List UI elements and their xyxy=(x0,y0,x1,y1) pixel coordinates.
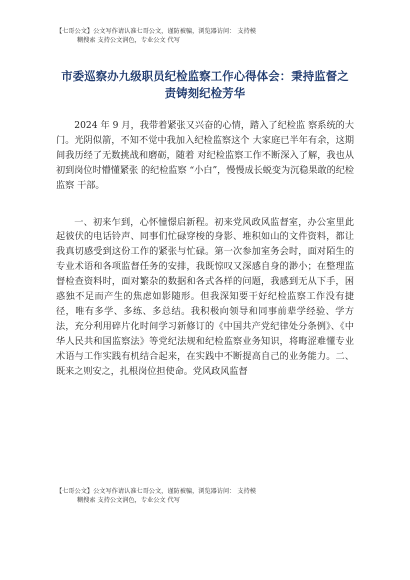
document-body xyxy=(56,119,354,380)
paragraph-intro: 2024 年 9 月，我带着紧张又兴奋的心情，踏入了纪检监 察系统的大门。光阴似箭，不知不觉中我加入纪检监察这个 大家庭已半年有余，这期间我历经了无数挑战和磨砺，随着 对纪检监察工作不断深入了解，我也从初到岗位时懵懂紧张 的纪检监察 “小白”，慢慢成长蜕变为沉稳果敢的纪检监察 干部。 xyxy=(56,121,355,191)
document-title: 市委巡察办九级职员纪检监察工作心得体会：秉持监督之责铸刻纪检芳华 xyxy=(61,70,349,100)
footer-line-1: 【七哥公文】公文写作请认准七哥公文，谨防被骗，浏览器访问： 支持模 xyxy=(56,488,256,495)
paragraph-section-one: 一、初来乍到，心怀憧憬启新程。初来党风政风监督室，办公室里此起彼伏的电话铃声、同事们忙碌穿梭的身影、堆积如山的文件资料，都让我真切感受到这份工作的紧张与忙碌。第一次参加室务会时，面对陌生的专业术语和各项监督任务的安排，我既惊叹又深感自身的渺小；在整理监督检查资料时，面对繁杂的数据和各式各样的问题，我感到无从下手，困惑独不足而产生的焦虑如影随形。但我深知要干好纪检监察工作没有捷径，唯有多学、多练、多总结。我积极向领导和同事前辈学经验、学方法，充分利用碎片化时间学习新修订的《中国共产党纪律处分条例》、《中华人民共和国监察法》等党纪法规和纪检监察业务知识，将晦涩难懂专业术语与工作实践有机结合起来，在实践中不断提高自己的业务能力。二、既来之则安之，扎根岗位担使命。党风政风监督 xyxy=(56,217,354,377)
footer-line-2: 糊搜索 支持公文润色，专业公文 代写 xyxy=(77,497,180,504)
page-footer xyxy=(56,487,356,505)
header-line-2: 糊搜索 支持公文润色，专业公文 代写 xyxy=(77,37,180,44)
header-line-1: 【七哥公文】公文写作请认准七哥公文，谨防被骗，浏览器访问： 支持模 xyxy=(56,28,256,35)
page-header xyxy=(56,27,356,45)
